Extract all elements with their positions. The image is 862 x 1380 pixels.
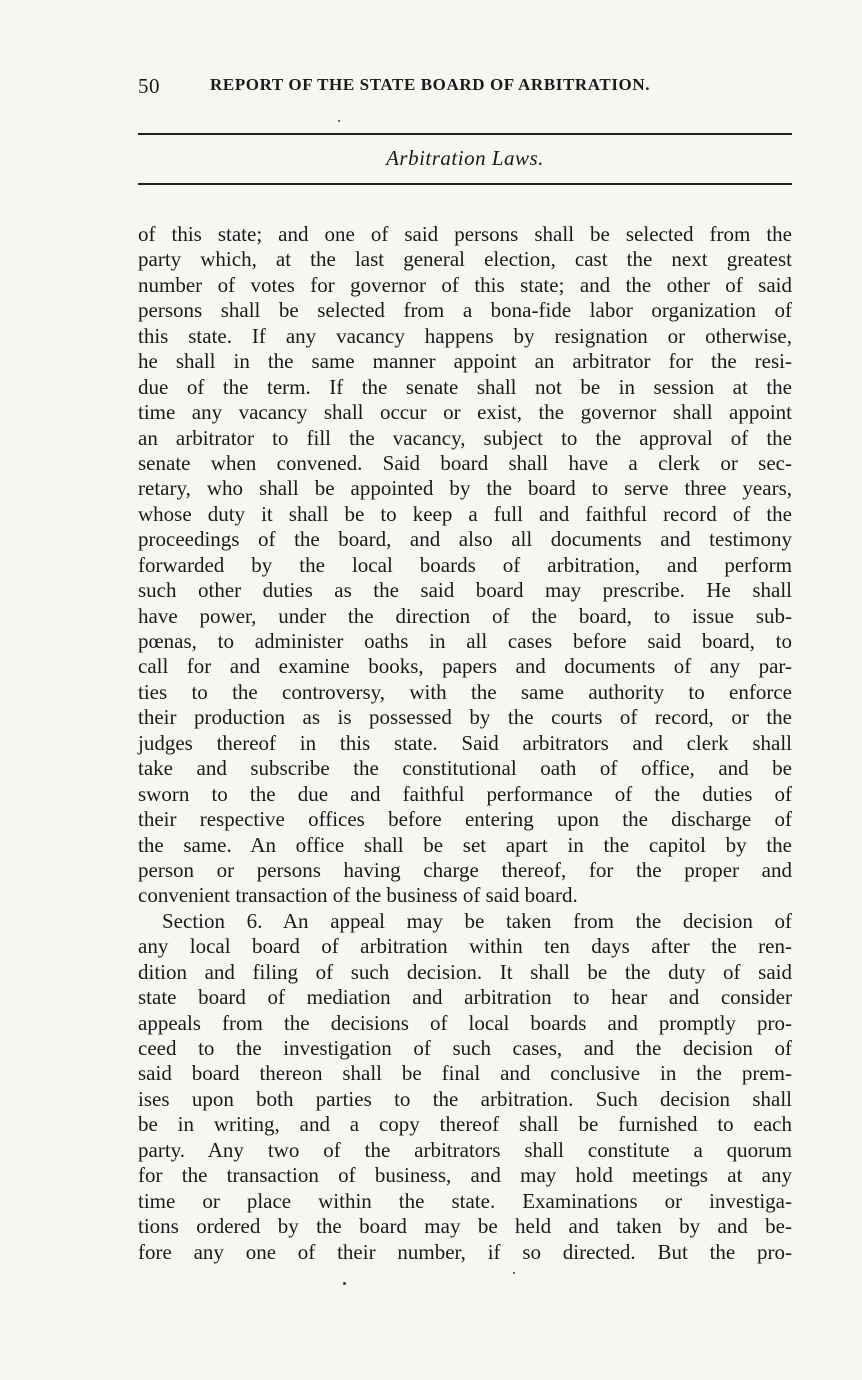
text-line: number of votes for governor of this state; and the other of said <box>138 272 792 297</box>
text-line: party which, at the last general election, cast the next greatest <box>138 247 792 272</box>
body-text <box>138 222 792 1265</box>
report-title: REPORT OF THE STATE BOARD OF ARBITRATION. <box>210 75 651 94</box>
print-speck <box>338 120 340 122</box>
paragraph-end-line: convenient transaction of the business of said board. <box>138 883 578 908</box>
text-line: whose duty it shall be to keep a full and faithful record of the <box>138 501 792 526</box>
text-line: call for and examine books, papers and documents of any par- <box>138 654 792 679</box>
text-line: be in writing, and a copy thereof shall be furnished to each <box>138 1112 792 1137</box>
section-title: Arbitration Laws. <box>386 146 544 170</box>
text-line: senate when convened. Said board shall have a clerk or sec- <box>138 450 792 475</box>
text-line: sworn to the due and faithful performance of the duties of <box>138 781 792 806</box>
text-line: of this state; and one of said persons shall be selected from the <box>138 222 792 246</box>
text-line: state board of mediation and arbitration to hear and consider <box>138 985 792 1010</box>
text-line: this state. If any vacancy happens by resignation or otherwise, <box>138 323 792 348</box>
text-line: ties to the controversy, with the same authority to enforce <box>138 679 792 704</box>
section-6-start-line: Section 6. An appeal may be taken from the decision of <box>162 908 792 933</box>
text-line: time or place within the state. Examinations or investiga- <box>138 1188 792 1213</box>
text-line: judges thereof in this state. Said arbitrators and clerk shall <box>138 730 792 755</box>
text-line: for the transaction of business, and may hold meetings at any <box>138 1163 792 1188</box>
bottom-rule <box>138 183 792 185</box>
text-line: any local board of arbitration within ten days after the ren- <box>138 934 792 959</box>
page-number: 50 <box>138 74 160 98</box>
text-line: ises upon both parties to the arbitration. Such decision shall <box>138 1086 792 1111</box>
text-line: their respective offices before entering upon the discharge of <box>138 807 792 832</box>
text-line: such other duties as the said board may prescribe. He shall <box>138 578 792 603</box>
text-line: fore any one of their number, if so directed. But the pro- <box>138 1239 792 1264</box>
text-line: pœnas, to administer oaths in all cases before said board, to <box>138 629 792 653</box>
print-speck <box>343 1282 346 1285</box>
text-line: persons shall be selected from a bona-fide labor organization of <box>138 298 792 323</box>
text-line: dition and filing of such decision. It shall be the duty of said <box>138 959 792 984</box>
text-line: due of the term. If the senate shall not be in session at the <box>138 374 792 399</box>
text-line: an arbitrator to fill the vacancy, subject to the approval of the <box>138 425 792 450</box>
text-line: have power, under the direction of the board, to issue sub- <box>138 603 792 628</box>
text-line: he shall in the same manner appoint an arbitrator for the resi- <box>138 349 792 374</box>
text-line: the same. An office shall be set apart in the capitol by the <box>138 832 792 857</box>
text-line: take and subscribe the constitutional oath of office, and be <box>138 756 792 781</box>
print-speck <box>513 1272 515 1274</box>
text-line: proceedings of the board, and also all documents and testimony <box>138 527 792 552</box>
text-line: retary, who shall be appointed by the board to serve three years, <box>138 476 792 501</box>
text-line: time any vacancy shall occur or exist, the governor shall appoint <box>138 400 792 425</box>
text-line: appeals from the decisions of local boards and promptly pro- <box>138 1010 792 1035</box>
text-line: person or persons having charge thereof, for the proper and <box>138 857 792 882</box>
text-line: forwarded by the local boards of arbitration, and perform <box>138 552 792 577</box>
text-line: said board thereon shall be final and conclusive in the prem- <box>138 1061 792 1086</box>
text-line: ceed to the investigation of such cases, and the decision of <box>138 1036 792 1060</box>
running-head <box>138 72 792 102</box>
text-line: party. Any two of the arbitrators shall constitute a quorum <box>138 1137 792 1162</box>
text-line: their production as is possessed by the courts of record, or the <box>138 705 792 730</box>
top-rule <box>138 133 792 135</box>
text-line: tions ordered by the board may be held and taken by and be- <box>138 1214 792 1239</box>
